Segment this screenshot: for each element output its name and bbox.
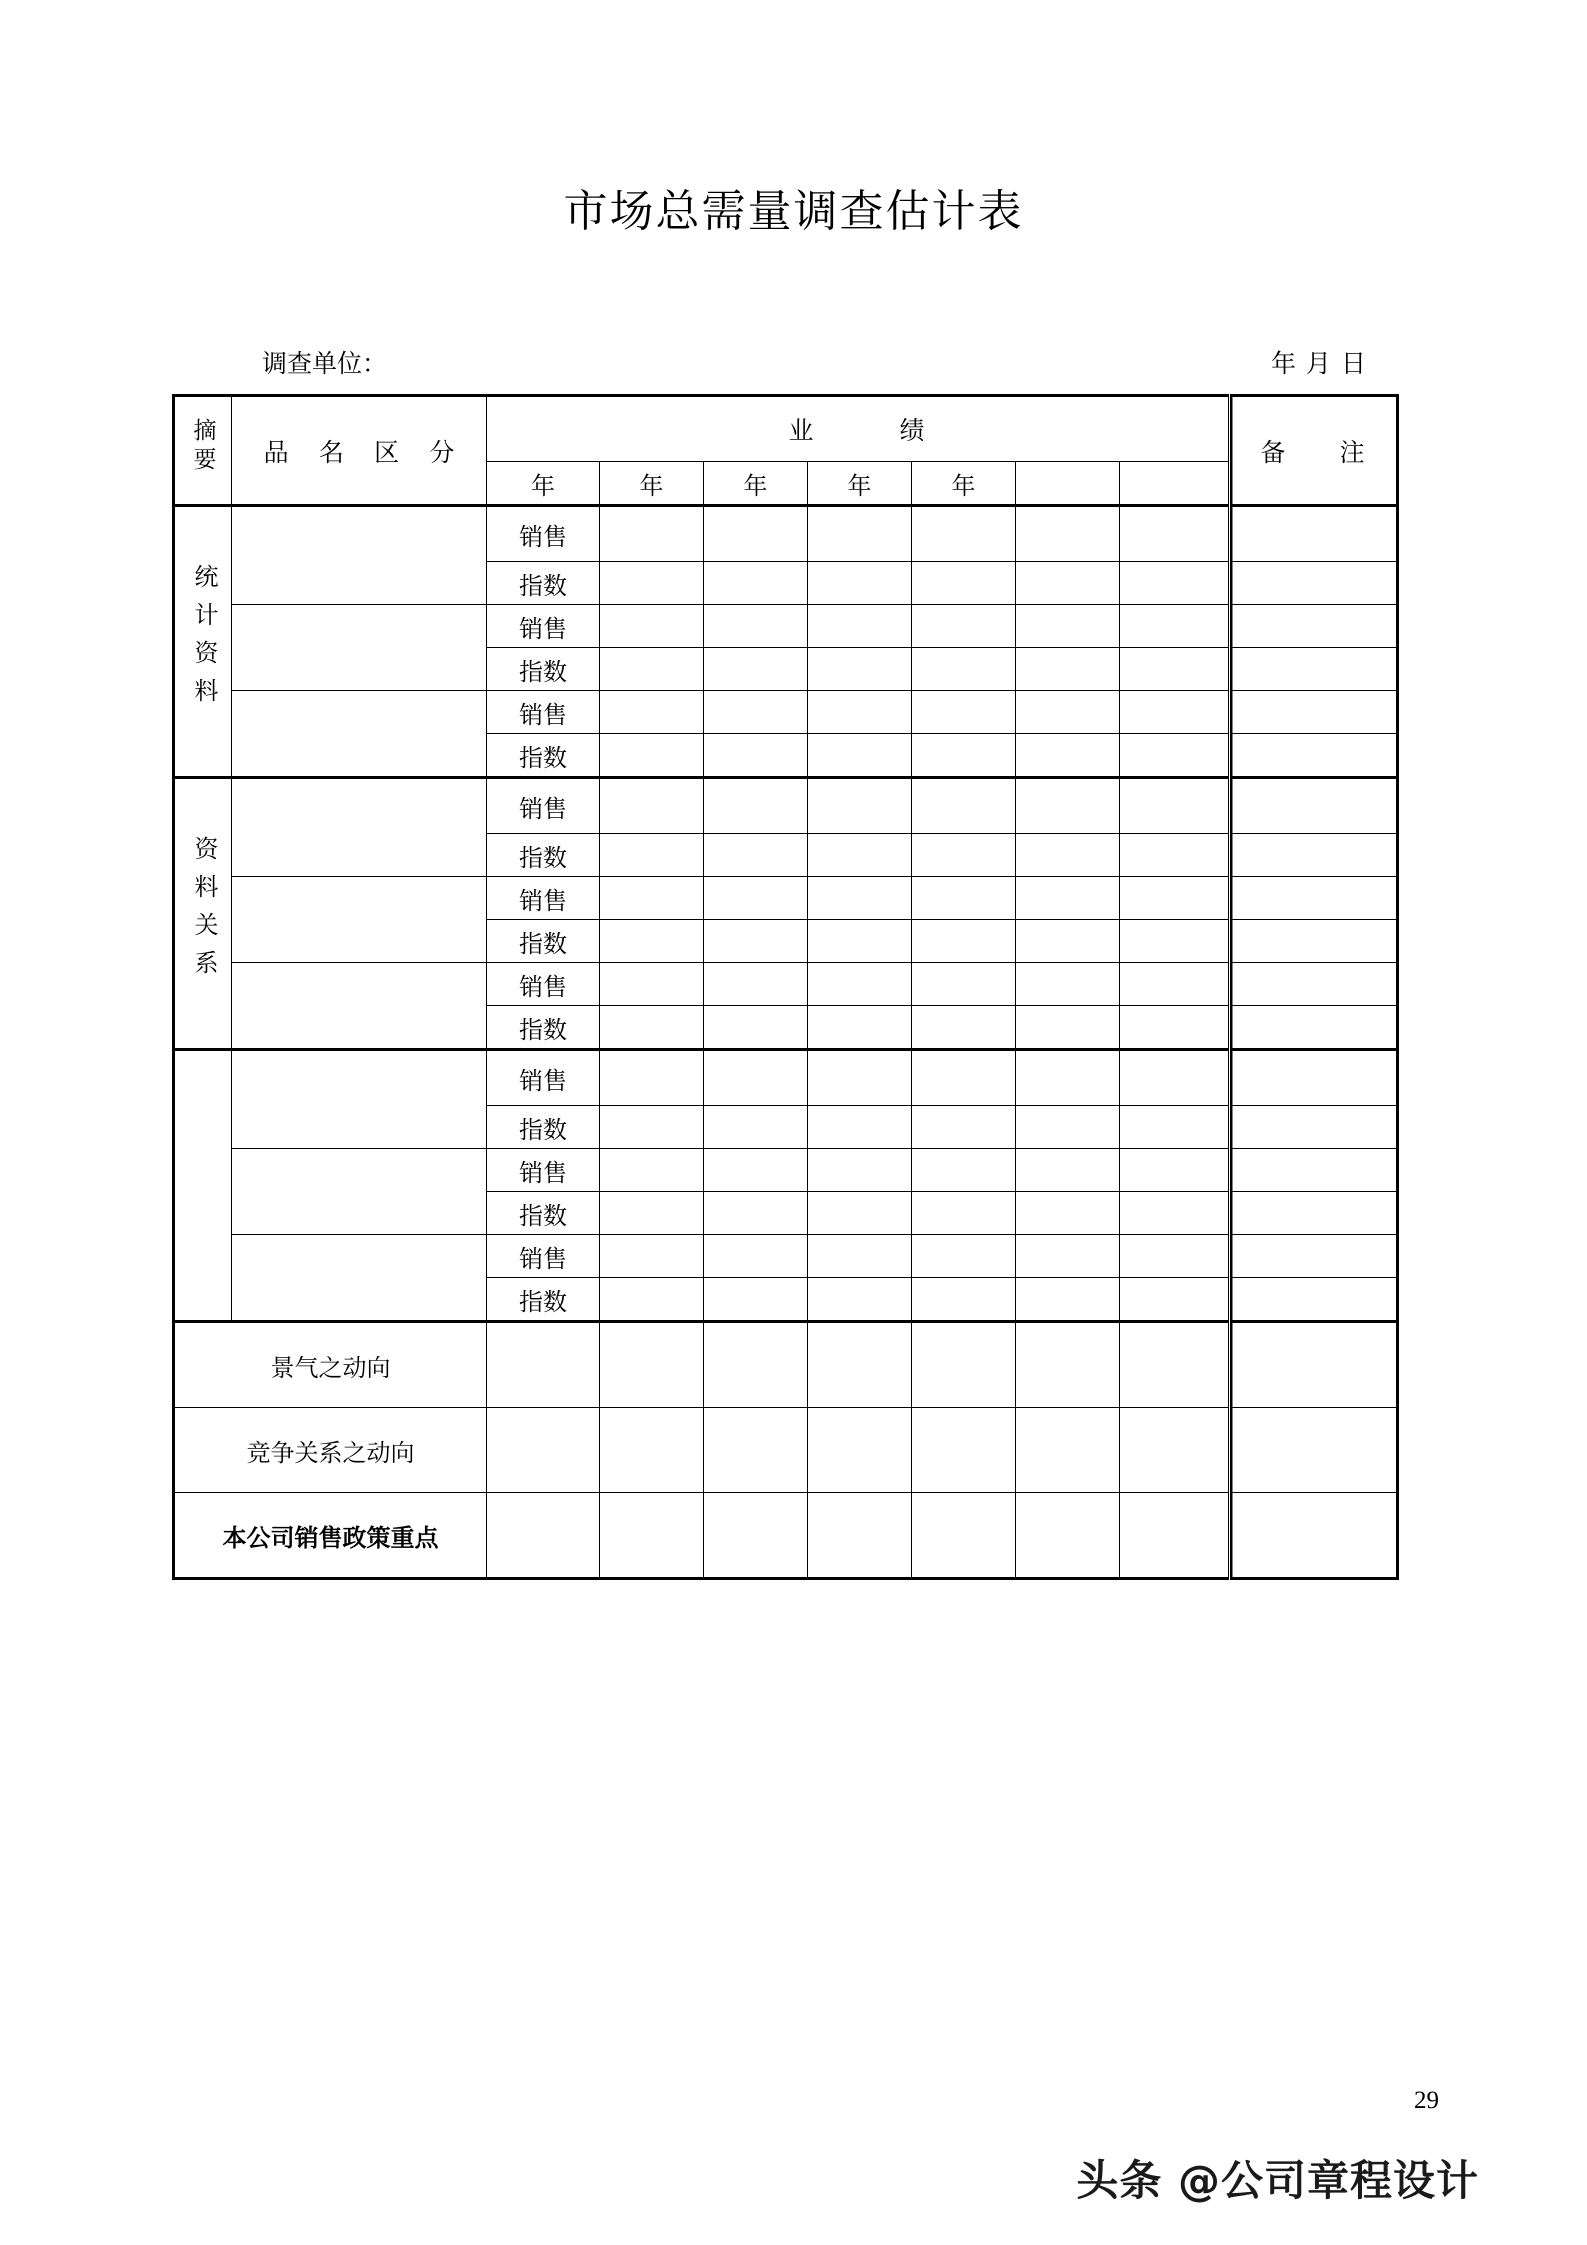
data-cell[interactable] xyxy=(704,1408,808,1493)
data-cell[interactable] xyxy=(912,1149,1016,1192)
data-cell[interactable] xyxy=(1016,1192,1120,1235)
footer-row-label-text: 竞争关系之动向 xyxy=(246,1440,415,1467)
footer-row-label-1 xyxy=(174,1408,487,1493)
footer-row-label-text: 景气之动向 xyxy=(270,1355,391,1382)
data-cell[interactable] xyxy=(912,1408,1016,1493)
data-cell[interactable] xyxy=(600,877,704,920)
product-name-cell[interactable] xyxy=(232,1235,487,1322)
data-cell[interactable] xyxy=(1016,778,1120,834)
data-cell[interactable] xyxy=(704,506,808,562)
section-label-0 xyxy=(174,506,232,778)
section-label-text: 统计资料 xyxy=(190,564,216,716)
remark-cell[interactable] xyxy=(1230,562,1398,605)
data-cell[interactable] xyxy=(1120,920,1230,963)
data-cell[interactable] xyxy=(1016,963,1120,1006)
data-cell[interactable] xyxy=(808,1278,912,1322)
data-cell[interactable] xyxy=(1016,1493,1120,1579)
row-label-sales: 销售 xyxy=(487,963,600,1006)
date-day-label: 日 xyxy=(1340,351,1376,378)
data-cell[interactable] xyxy=(808,1192,912,1235)
data-cell[interactable] xyxy=(808,1408,912,1493)
remark-cell[interactable] xyxy=(1230,734,1398,778)
remark-cell[interactable] xyxy=(1230,963,1398,1006)
product-name-cell[interactable] xyxy=(232,877,487,963)
data-cell[interactable] xyxy=(1120,877,1230,920)
data-cell[interactable] xyxy=(1120,691,1230,734)
data-cell[interactable] xyxy=(1120,778,1230,834)
data-cell[interactable] xyxy=(1016,648,1120,691)
product-name-cell[interactable] xyxy=(232,506,487,605)
table-row xyxy=(174,778,1398,834)
table-header-row-top xyxy=(174,396,1398,462)
data-cell[interactable] xyxy=(1016,506,1120,562)
data-cell[interactable] xyxy=(912,1322,1016,1408)
data-cell[interactable] xyxy=(808,1006,912,1050)
data-cell[interactable] xyxy=(704,1322,808,1408)
remark-cell[interactable] xyxy=(1230,1278,1398,1322)
product-name-cell[interactable] xyxy=(232,963,487,1050)
remark-cell[interactable] xyxy=(1230,1493,1398,1579)
data-cell[interactable] xyxy=(808,1050,912,1106)
data-cell[interactable] xyxy=(1016,1050,1120,1106)
data-cell[interactable] xyxy=(704,963,808,1006)
footer-row-label-2 xyxy=(174,1493,487,1579)
row-label-sales: 销售 xyxy=(487,778,600,834)
data-cell[interactable] xyxy=(1016,1006,1120,1050)
table-row xyxy=(174,506,1398,562)
data-cell[interactable] xyxy=(1016,1149,1120,1192)
data-cell[interactable] xyxy=(1016,1278,1120,1322)
data-cell[interactable] xyxy=(1120,1493,1230,1579)
data-cell[interactable] xyxy=(808,1322,912,1408)
data-cell[interactable] xyxy=(600,1149,704,1192)
data-cell[interactable] xyxy=(1120,734,1230,778)
data-cell[interactable] xyxy=(1120,648,1230,691)
data-cell[interactable] xyxy=(1016,1408,1120,1493)
remark-cell[interactable] xyxy=(1230,1050,1398,1106)
row-label-sales: 销售 xyxy=(487,1050,600,1106)
product-name-cell[interactable] xyxy=(232,778,487,877)
date-month-label: 月 xyxy=(1305,351,1341,378)
row-label-index: 指数 xyxy=(487,920,600,963)
data-cell[interactable] xyxy=(704,1050,808,1106)
row-label-sales: 销售 xyxy=(487,877,600,920)
table-row-sales-policy xyxy=(174,1493,1398,1579)
row-label-index: 指数 xyxy=(487,1192,600,1235)
remark-cell[interactable] xyxy=(1230,506,1398,562)
data-cell[interactable] xyxy=(600,1322,704,1408)
row-label-sales: 销售 xyxy=(487,605,600,648)
data-cell[interactable] xyxy=(600,1235,704,1278)
data-cell[interactable] xyxy=(912,963,1016,1006)
subheader xyxy=(172,348,1390,382)
data-cell[interactable] xyxy=(912,506,1016,562)
data-cell[interactable] xyxy=(1016,1106,1120,1149)
remark-cell[interactable] xyxy=(1230,1149,1398,1192)
remark-cell[interactable] xyxy=(1230,920,1398,963)
data-cell[interactable] xyxy=(912,1192,1016,1235)
date-year-label: 年 xyxy=(1270,351,1306,378)
data-cell[interactable] xyxy=(1120,1322,1230,1408)
data-cell[interactable] xyxy=(600,562,704,605)
data-cell[interactable] xyxy=(704,877,808,920)
data-cell[interactable] xyxy=(600,963,704,1006)
data-cell[interactable] xyxy=(704,562,808,605)
data-cell[interactable] xyxy=(600,778,704,834)
header-year-3: 年 xyxy=(704,462,808,506)
data-cell[interactable] xyxy=(808,963,912,1006)
product-name-cell[interactable] xyxy=(232,1149,487,1235)
remark-cell[interactable] xyxy=(1230,778,1398,834)
data-cell[interactable] xyxy=(808,605,912,648)
data-cell[interactable] xyxy=(1120,1192,1230,1235)
data-cell[interactable] xyxy=(808,648,912,691)
watermark: 头条 @公司章程设计 xyxy=(1076,2156,1479,2205)
data-cell[interactable] xyxy=(704,834,808,877)
footer-row-label-text: 本公司销售政策重点 xyxy=(222,1525,439,1552)
data-cell[interactable] xyxy=(704,648,808,691)
data-cell[interactable] xyxy=(912,877,1016,920)
data-cell[interactable] xyxy=(1016,1322,1120,1408)
section-label-2 xyxy=(174,1050,232,1322)
data-cell[interactable] xyxy=(912,1050,1016,1106)
data-cell[interactable] xyxy=(1120,1050,1230,1106)
data-cell[interactable] xyxy=(912,605,1016,648)
remark-cell[interactable] xyxy=(1230,1192,1398,1235)
page-number: 29 xyxy=(1414,2087,1439,2114)
data-cell[interactable] xyxy=(912,562,1016,605)
remark-cell[interactable] xyxy=(1230,691,1398,734)
data-cell[interactable] xyxy=(1120,562,1230,605)
table-row xyxy=(174,877,1398,920)
data-cell[interactable] xyxy=(487,1408,600,1493)
data-cell[interactable] xyxy=(808,734,912,778)
data-cell[interactable] xyxy=(600,1106,704,1149)
data-cell[interactable] xyxy=(808,778,912,834)
data-cell[interactable] xyxy=(1120,1006,1230,1050)
header-performance-label: 业 绩 xyxy=(788,418,927,445)
header-summary xyxy=(174,396,232,506)
header-blank-column xyxy=(1016,462,1120,506)
data-cell[interactable] xyxy=(912,734,1016,778)
data-cell[interactable] xyxy=(600,691,704,734)
table-row xyxy=(174,1235,1398,1278)
header-remark-label: 备 注 xyxy=(1260,439,1367,467)
data-cell[interactable] xyxy=(1120,605,1230,648)
data-cell[interactable] xyxy=(912,1006,1016,1050)
table-row xyxy=(174,963,1398,1006)
data-cell[interactable] xyxy=(600,1050,704,1106)
data-cell[interactable] xyxy=(704,778,808,834)
data-cell[interactable] xyxy=(600,834,704,877)
row-label-sales: 销售 xyxy=(487,1235,600,1278)
remark-cell[interactable] xyxy=(1230,605,1398,648)
data-cell[interactable] xyxy=(600,648,704,691)
data-cell[interactable] xyxy=(1120,506,1230,562)
remark-cell[interactable] xyxy=(1230,648,1398,691)
table-row xyxy=(174,1050,1398,1106)
data-cell[interactable] xyxy=(1120,1106,1230,1149)
row-label-index: 指数 xyxy=(487,734,600,778)
data-cell[interactable] xyxy=(808,691,912,734)
data-cell[interactable] xyxy=(808,834,912,877)
data-cell[interactable] xyxy=(487,1322,600,1408)
section-label-text: 资料关系 xyxy=(190,836,216,988)
table-row xyxy=(174,605,1398,648)
data-cell[interactable] xyxy=(600,734,704,778)
remark-cell[interactable] xyxy=(1230,1006,1398,1050)
data-cell[interactable] xyxy=(912,648,1016,691)
data-cell[interactable] xyxy=(912,1493,1016,1579)
market-demand-survey-table xyxy=(172,394,1399,1580)
data-cell[interactable] xyxy=(912,1278,1016,1322)
table-row-business-climate xyxy=(174,1322,1398,1408)
data-cell[interactable] xyxy=(1016,920,1120,963)
data-cell[interactable] xyxy=(487,1493,600,1579)
data-cell[interactable] xyxy=(1016,562,1120,605)
data-cell[interactable] xyxy=(1120,1278,1230,1322)
survey-unit-label: 调查单位： xyxy=(262,351,388,378)
section-label-1 xyxy=(174,778,232,1050)
date-fields xyxy=(1271,348,1376,382)
table-row xyxy=(174,1149,1398,1192)
data-cell[interactable] xyxy=(600,1493,704,1579)
data-cell[interactable] xyxy=(912,834,1016,877)
footer-row-label-0 xyxy=(174,1322,487,1408)
data-cell[interactable] xyxy=(704,1106,808,1149)
data-cell[interactable] xyxy=(600,1192,704,1235)
data-cell[interactable] xyxy=(808,1149,912,1192)
row-label-sales: 销售 xyxy=(487,1149,600,1192)
data-cell[interactable] xyxy=(704,605,808,648)
data-cell[interactable] xyxy=(704,1278,808,1322)
table-row-competition-trend xyxy=(174,1408,1398,1493)
data-cell[interactable] xyxy=(1120,1235,1230,1278)
product-name-cell[interactable] xyxy=(232,605,487,691)
data-cell[interactable] xyxy=(1120,1408,1230,1493)
data-cell[interactable] xyxy=(1120,834,1230,877)
data-cell[interactable] xyxy=(1016,1235,1120,1278)
data-cell[interactable] xyxy=(808,562,912,605)
remark-cell[interactable] xyxy=(1230,1322,1398,1408)
data-cell[interactable] xyxy=(912,920,1016,963)
header-year-2: 年 xyxy=(600,462,704,506)
row-label-sales: 销售 xyxy=(487,691,600,734)
row-label-index: 指数 xyxy=(487,1106,600,1149)
data-cell[interactable] xyxy=(704,1493,808,1579)
data-cell[interactable] xyxy=(808,920,912,963)
header-product-category xyxy=(232,396,487,506)
data-cell[interactable] xyxy=(1016,691,1120,734)
data-cell[interactable] xyxy=(1016,605,1120,648)
header-year-5: 年 xyxy=(912,462,1016,506)
data-cell[interactable] xyxy=(704,1192,808,1235)
data-cell[interactable] xyxy=(600,1278,704,1322)
data-cell[interactable] xyxy=(600,920,704,963)
data-cell[interactable] xyxy=(704,920,808,963)
row-label-index: 指数 xyxy=(487,834,600,877)
remark-cell[interactable] xyxy=(1230,1106,1398,1149)
header-year-1: 年 xyxy=(487,462,600,506)
header-performance xyxy=(487,396,1230,462)
row-label-sales: 销售 xyxy=(487,506,600,562)
data-cell[interactable] xyxy=(704,734,808,778)
row-label-index: 指数 xyxy=(487,562,600,605)
data-cell[interactable] xyxy=(600,1408,704,1493)
remark-cell[interactable] xyxy=(1230,1235,1398,1278)
data-cell[interactable] xyxy=(912,691,1016,734)
header-product-category-label: 品 名 区 分 xyxy=(263,439,467,467)
data-cell[interactable] xyxy=(808,1493,912,1579)
header-remark xyxy=(1230,396,1398,506)
row-label-index: 指数 xyxy=(487,1006,600,1050)
data-cell[interactable] xyxy=(600,605,704,648)
row-label-index: 指数 xyxy=(487,648,600,691)
product-name-cell[interactable] xyxy=(232,691,487,778)
remark-cell[interactable] xyxy=(1230,877,1398,920)
data-cell[interactable] xyxy=(808,1235,912,1278)
data-cell[interactable] xyxy=(808,1106,912,1149)
page-title: 市场总需量调查估计表 xyxy=(563,186,1024,237)
row-label-index: 指数 xyxy=(487,1278,600,1322)
data-cell[interactable] xyxy=(808,877,912,920)
data-cell[interactable] xyxy=(912,1106,1016,1149)
data-cell[interactable] xyxy=(1016,834,1120,877)
data-cell[interactable] xyxy=(1120,1149,1230,1192)
data-cell[interactable] xyxy=(1016,734,1120,778)
header-year-4: 年 xyxy=(808,462,912,506)
data-cell[interactable] xyxy=(1120,963,1230,1006)
header-summary-label: 摘要 xyxy=(190,418,216,476)
data-cell[interactable] xyxy=(912,778,1016,834)
data-cell[interactable] xyxy=(808,506,912,562)
data-cell[interactable] xyxy=(912,1235,1016,1278)
product-name-cell[interactable] xyxy=(232,1050,487,1149)
data-cell[interactable] xyxy=(600,506,704,562)
remark-cell[interactable] xyxy=(1230,834,1398,877)
data-cell[interactable] xyxy=(1016,877,1120,920)
data-cell[interactable] xyxy=(704,1149,808,1192)
data-cell[interactable] xyxy=(704,1006,808,1050)
data-cell[interactable] xyxy=(704,691,808,734)
remark-cell[interactable] xyxy=(1230,1408,1398,1493)
data-cell[interactable] xyxy=(704,1235,808,1278)
table-row xyxy=(174,691,1398,734)
data-cell[interactable] xyxy=(600,1006,704,1050)
